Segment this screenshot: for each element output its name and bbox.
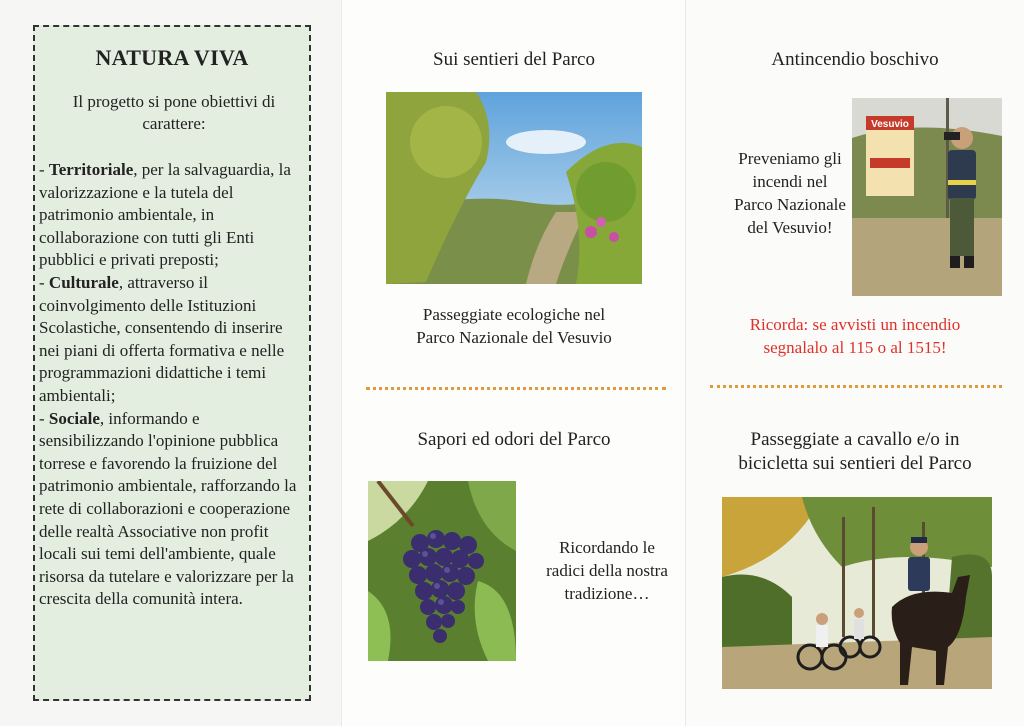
caption-line: Parco Nazionale (734, 195, 846, 214)
objective-sociale-term: Sociale (48, 408, 100, 428)
heading-line: bicicletta sui sentieri del Parco (738, 453, 972, 474)
caption-line: Preveniamo gli (738, 149, 842, 168)
photo-trail-vegetation (386, 92, 642, 284)
objective-territoriale-term: Territoriale (48, 160, 134, 179)
objective-territoriale: - Territoriale, per la salvaguardia, la valorizzazione e la tutela del patrimonio ambientale, in collaborazione con tutti gli Enti pubblici e privati preposti; (39, 160, 291, 270)
heading-sui-sentieri: Sui sentieri del Parco (433, 49, 595, 70)
objective-culturale-term: Culturale (48, 272, 119, 292)
heading-cavallo-bicicletta (686, 428, 1024, 476)
natura-viva-box (33, 25, 311, 701)
objective-culturale-text: , attraverso il coinvolgimento delle Istituzioni Scolastiche, consentendo di inserire nei piani di offerta formativa e nelle programmazioni didattiche i temi ambientali; (39, 272, 285, 405)
caption-ricordando (532, 536, 682, 605)
caption-line: radici della nostra (546, 561, 668, 580)
caption-line: tradizione… (564, 584, 650, 603)
dotted-divider (366, 387, 666, 390)
dotted-divider (710, 385, 1002, 388)
natura-viva-objectives (39, 159, 307, 611)
heading-antincendio: Antincendio boschivo (771, 49, 939, 70)
caption-line: Ricordando le (559, 538, 655, 557)
objective-territoriale-text: , per la salvaguardia, la valorizzazione e la tutela del patrimonio ambientale, in collaborazione con tutti gli Enti pubblici e privati preposti; (39, 160, 291, 270)
caption-line: del Vesuvio! (747, 218, 833, 237)
caption-line: incendi nel (752, 172, 828, 191)
natura-viva-intro: Il progetto si pone obiettivi di carattere: (72, 92, 276, 133)
alert-line: segnalalo al 115 o al 1515! (763, 338, 947, 357)
panel-antincendio (686, 0, 1024, 726)
alert-line: Ricorda: se avvisti un incendio (749, 315, 961, 334)
sign-text: Vesuvio (871, 119, 909, 130)
caption-line: Passeggiate ecologiche nel (422, 305, 606, 324)
photo-horse-bike-ride (722, 497, 992, 689)
heading-line: Passeggiate a cavallo e/o in (750, 429, 960, 450)
natura-viva-title: NATURA VIVA (95, 45, 249, 70)
photo-grapes (368, 481, 516, 661)
caption-line: Parco Nazionale del Vesuvio (416, 328, 612, 347)
panel-sentieri (342, 0, 686, 726)
objective-sociale-text: , informando e sensibilizzando l'opinione pubblica torrese e favorendo la fruizione del patrimonio ambientale, rafforzando la rete di collaborazioni e cooperazione delle realtà Associative non profit locali sui temi dell'ambiente, quale risorsa da tutelare e valorizzare per la crescita della comunità intera. (39, 408, 297, 609)
panel-natura-viva (0, 0, 342, 726)
photo-fire-warden (852, 98, 1002, 296)
caption-passeggiate-ecologiche (342, 303, 686, 349)
objective-sociale: - Sociale, informando e sensibilizzando l'opinione pubblica torrese e favorendo la fruizione del patrimonio ambientale, rafforzando la rete di collaborazioni e cooperazione delle realtà Associative non profit locali sui temi dell'ambiente, quale risorsa da tutelare e valorizzare per la crescita della comunità intera. (39, 408, 297, 609)
fire-alert-notice (686, 313, 1024, 359)
objective-culturale: - Culturale, attraverso il coinvolgimento delle Istituzioni Scolastiche, consentendo di inserire nei piani di offerta formativa e nelle programmazioni didattiche i temi ambientali; (39, 272, 285, 405)
heading-sapori: Sapori ed odori del Parco (417, 429, 611, 450)
